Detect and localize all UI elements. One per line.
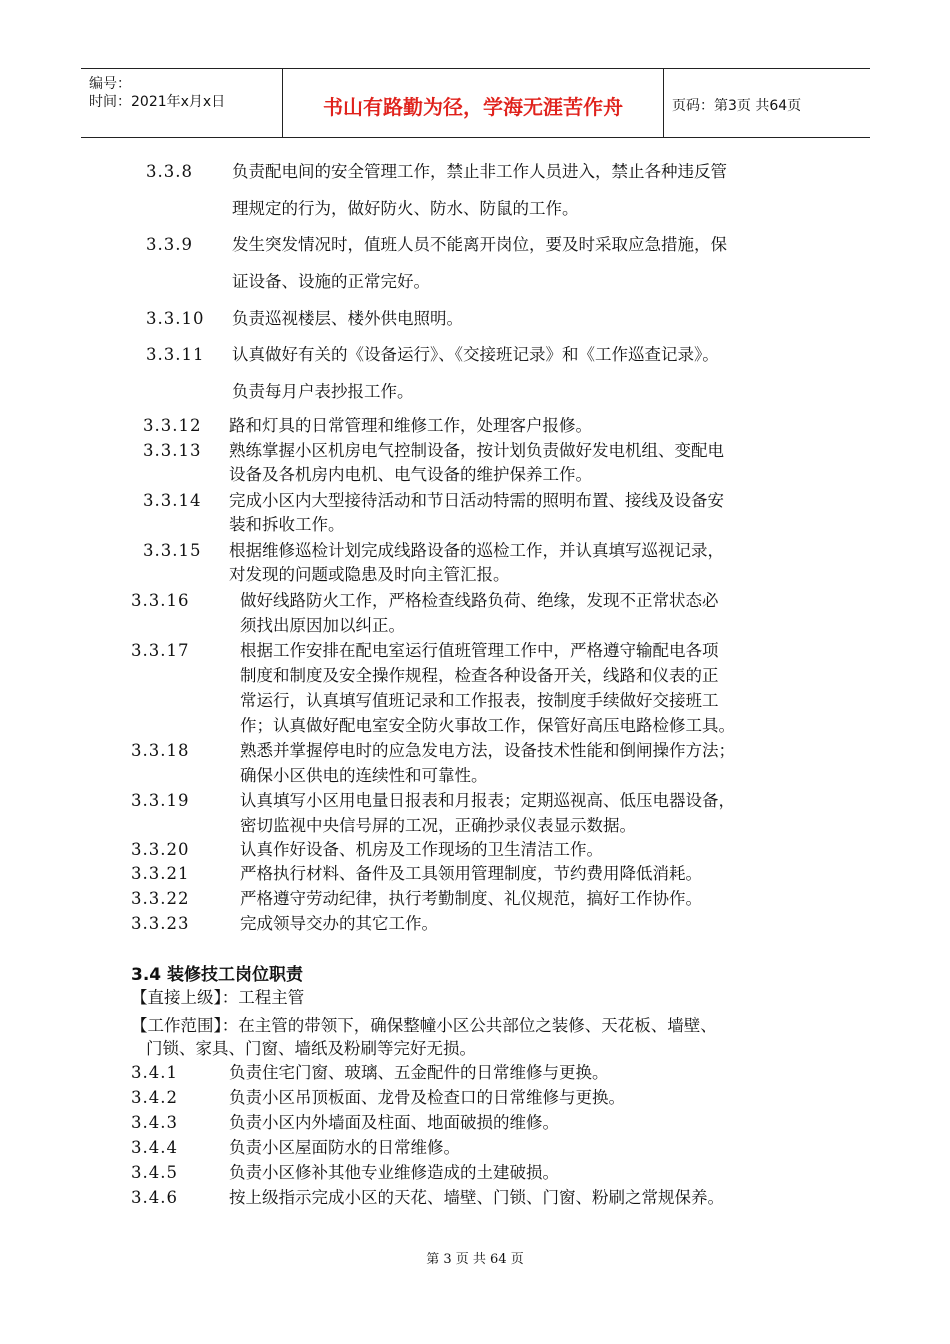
section-title: 3.4 装修技工岗位职责 — [131, 965, 304, 985]
item-text-line: 制度和制度及安全操作规程，检查各种设备开关，线路和仪表的正 — [240, 666, 719, 685]
item-text-line: 负责小区吊顶板面、龙骨及检查口的日常维修与更换。 — [229, 1088, 625, 1107]
item-number: 3.4.2 — [131, 1088, 178, 1107]
item-text-line: 负责小区修补其他专业维修造成的土建破损。 — [229, 1163, 559, 1182]
direct-superior: 【直接上级】：工程主管 — [131, 988, 305, 1007]
item-number: 3.4.1 — [131, 1063, 178, 1082]
header-motto-cell — [283, 69, 664, 137]
item-text-line: 认真做好有关的《设备运行》、《交接班记录》和《工作巡查记录》。 — [232, 345, 719, 364]
header-meta-cell — [81, 69, 283, 137]
item-number: 3.3.9 — [146, 235, 193, 254]
item-text-line: 按上级指示完成小区的天花、墙壁、门锁、门窗、粉刷之常规保养。 — [229, 1188, 724, 1207]
item-text-line: 装和拆收工作。 — [229, 515, 345, 534]
item-number: 3.3.12 — [143, 416, 202, 435]
item-number: 3.3.8 — [146, 162, 193, 181]
item-text-line: 完成小区内大型接待活动和节日活动特需的照明布置、接线及设备安 — [229, 491, 724, 510]
item-text-line: 对发现的问题或隐患及时向主管汇报。 — [229, 565, 510, 584]
item-text-line: 负责小区内外墙面及柱面、地面破损的维修。 — [229, 1113, 559, 1132]
item-number: 3.3.18 — [131, 741, 190, 760]
item-number: 3.4.4 — [131, 1138, 178, 1157]
item-number: 3.3.10 — [146, 309, 205, 328]
work-scope-line-2: 门锁、家具、门窗、墙纸及粉刷等完好无损。 — [146, 1039, 476, 1058]
item-text-line: 理规定的行为，做好防火、防水、防鼠的工作。 — [232, 199, 579, 218]
item-text-line: 完成领导交办的其它工作。 — [240, 914, 438, 933]
item-number: 3.3.15 — [143, 541, 202, 560]
item-number: 3.3.23 — [131, 914, 190, 933]
item-text-line: 负责配电间的安全管理工作，禁止非工作人员进入，禁止各种违反管 — [232, 162, 727, 181]
item-number: 3.4.3 — [131, 1113, 178, 1132]
item-text-line: 作；认真做好配电室安全防火事故工作，保管好高压电路检修工具。 — [240, 716, 735, 735]
item-text-line: 负责住宅门窗、玻璃、五金配件的日常维修与更换。 — [229, 1063, 609, 1082]
item-text-line: 设备及各机房内电机、电气设备的维护保养工作。 — [229, 465, 592, 484]
date-label: 时间：2021年x月x日 — [89, 94, 226, 110]
item-text-line: 根据工作安排在配电室运行值班管理工作中，严格遵守输配电各项 — [240, 641, 719, 660]
item-number: 3.3.17 — [131, 641, 190, 660]
item-text-line: 负责小区屋面防水的日常维修。 — [229, 1138, 460, 1157]
page-header — [81, 68, 870, 138]
item-number: 3.3.11 — [146, 345, 205, 364]
item-number: 3.3.20 — [131, 840, 190, 859]
item-number: 3.3.13 — [143, 441, 202, 460]
item-number: 3.3.22 — [131, 889, 190, 908]
page-info: 页码：第3页 共64页 — [672, 98, 802, 114]
serial-label: 编号： — [89, 76, 131, 92]
item-text-line: 认真填写小区用电量日报表和月报表；定期巡视高、低压电器设备， — [240, 791, 735, 810]
item-text-line: 证设备、设施的正常完好。 — [232, 272, 430, 291]
item-text-line: 路和灯具的日常管理和维修工作，处理客户报修。 — [229, 416, 592, 435]
item-number: 3.4.6 — [131, 1188, 178, 1207]
item-number: 3.3.19 — [131, 791, 190, 810]
page-footer: 第 3 页 共 64 页 — [426, 1252, 524, 1267]
item-text-line: 确保小区供电的连续性和可靠性。 — [240, 766, 488, 785]
item-number: 3.3.14 — [143, 491, 202, 510]
item-text-line: 熟悉并掌握停电时的应急发电方法，设备技术性能和倒闸操作方法； — [240, 741, 735, 760]
item-text-line: 负责巡视楼层、楼外供电照明。 — [232, 309, 463, 328]
item-text-line: 做好线路防火工作，严格检查线路负荷、绝缘，发现不正常状态必 — [240, 591, 719, 610]
item-text-line: 密切监视中央信号屏的工况，正确抄录仪表显示数据。 — [240, 816, 636, 835]
item-number: 3.3.16 — [131, 591, 190, 610]
work-scope-line-1: 【工作范围】：在主管的带领下，确保整幢小区公共部位之装修、天花板、墙壁、 — [131, 1016, 717, 1035]
item-text-line: 熟练掌握小区机房电气控制设备，按计划负责做好发电机组、变配电 — [229, 441, 724, 460]
item-text-line: 认真作好设备、机房及工作现场的卫生清洁工作。 — [240, 840, 603, 859]
item-text-line: 根据维修巡检计划完成线路设备的巡检工作，并认真填写巡视记录， — [229, 541, 724, 560]
header-page-cell — [664, 69, 870, 137]
item-text-line: 发生突发情况时，值班人员不能离开岗位，要及时采取应急措施，保 — [232, 235, 727, 254]
item-number: 3.4.5 — [131, 1163, 178, 1182]
item-text-line: 负责每月户表抄报工作。 — [232, 382, 414, 401]
item-text-line: 严格遵守劳动纪律，执行考勤制度、礼仪规范，搞好工作协作。 — [240, 889, 702, 908]
item-text-line: 常运行，认真填写值班记录和工作报表，按制度手续做好交接班工 — [240, 691, 719, 710]
motto: 书山有路勤为径，学海无涯苦作舟 — [323, 95, 623, 119]
item-number: 3.3.21 — [131, 864, 190, 883]
item-text-line: 严格执行材料、备件及工具领用管理制度，节约费用降低消耗。 — [240, 864, 702, 883]
item-text-line: 须找出原因加以纠正。 — [240, 616, 405, 635]
